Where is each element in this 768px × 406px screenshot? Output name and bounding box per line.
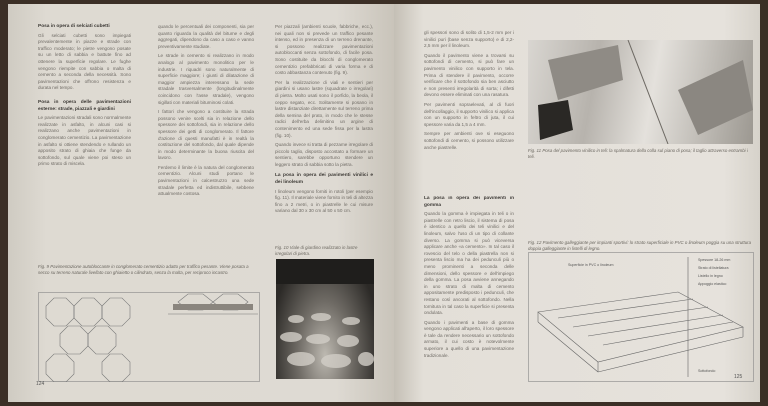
paragraph: Ferdemo il limite è la natura del conglomerato cementizio. Alcuni studi portano le pavimentazioni in calcestruzzo una sede stradale perfetta ed indistruttibile, sebbene attualmente costosa. <box>158 164 254 197</box>
fig9-paving-diagram <box>38 292 260 382</box>
paragraph: Per pavimenti sopraelevati, al di fuori dell'incollaggio, il supporto vinilico si applica con un supporto in feltro di juta, il cui spessore varia da 1,5 a 4 mm. <box>424 101 514 127</box>
right-text-top <box>424 30 514 180</box>
diagram-label: Listello in legno <box>698 274 723 278</box>
diagram-label: Spessore 18-26 mm <box>698 258 731 262</box>
right-page <box>394 4 760 402</box>
left-page <box>8 4 394 402</box>
paragraph: I fattori che vengono a costituire la strada possono venire scelti sia in relazione dello spessore dei sottofondi, sia in relazione dello spessore dei getti di conglomerato. Il fattore d'azione di questi manufatti è in realtà la costituzione del sottofondo, dal quale dipende in modo determinante la buona riuscita del lavoro. <box>158 109 254 161</box>
paragraph: quando le percentuali dei componenti, sia per quanto riguarda la qualità del bitume e degli aggregati, dipendono da caso a caso e vanno preventivamente studiate. <box>158 24 254 49</box>
page-number: 124 <box>36 381 45 387</box>
paragraph: Gli selciati cubetti sono impiegati prevalentemente in piazze e strade con traffico moderato; le pietre vengono posate su un letto di sabbia e battute fino ad ottenere la superficie regolare. Le fughe vengono riempite con sabbia o malta di cemento a seconda della necessità. Sono pavimentazioni che offrono resistenza e durata nel tempo. <box>38 32 131 91</box>
diagram-label: Sottofondo <box>698 369 716 373</box>
paragraph: Sempre per ambienti ove si eseguono sottofondi di cemento, si possono utilizzare anche piastrelle. <box>424 131 514 150</box>
paragraph: Le strade in cemento si realizzano in modo analogo al pavimento monolitico per le industrie. I riquadri sono naturalmente di superficie maggiore; i giunti di dilatazione di maggior ampiezza interessano la sede stradale trasversalmente (longitudinalmente coincidono con l'asse stradale), vengono sigillati con materiali bituminosi colati. <box>158 53 254 105</box>
diagram-label: Appoggio elastico <box>698 282 727 286</box>
paragraph: I linoleum vengono forniti in rotoli (per esempio fig. 11). Il materiale viene fornito in teli di altezza fino a 2 metri, o in piastrelle le cui misure variano dal 30 x 30 cm al 50 x 50 cm. <box>275 188 373 214</box>
left-column-3 <box>275 24 373 229</box>
page-number: 125 <box>734 374 743 380</box>
paragraph: gli spessori sono di solito di 1,5-2 mm per i vinilici puri (base senza supporto) e di 2,2-2,5 mm per il linoleum. <box>424 30 514 49</box>
paragraph: Quando i pavimenti a base di gomma vengono applicati all'aperto, il loro spessore è tale da rendere necessario un sottofondo armato, il cui costo è notevolmente superiore a quello di una pavimentazione tradizionale. <box>424 319 514 358</box>
fig9-caption: Fig. 9 Pavimentazione autobloccante in conglomerato cementizio adatto per traffico pesante. Viene posata a secco su terreno naturale livellato con ghiaietto o cilindrato, senza la malta, per reciproco incastro. <box>38 264 249 275</box>
fig12-caption: Fig. 12 Pavimento galleggiante per impianti sportivi: lo strato superficiale in PVC o linoleum poggia su una struttura doppia galleggiante in listelli di legno. <box>528 240 752 251</box>
heading: Posa in opera delle pavimentazioni esterne: strade, piazzali e giardini <box>38 99 131 112</box>
stone-path-pattern <box>276 259 374 379</box>
fig10-garden-path-photo <box>276 259 374 379</box>
left-column-2 <box>158 24 254 252</box>
hands-tools-shapes <box>528 40 753 144</box>
left-column-1 <box>38 24 131 171</box>
fig10-caption: Fig. 10 Viale di giardino realizzato in lastre irregolari di pietra. <box>275 245 358 256</box>
paragraph: Quando invece si tratta di pezzame irregolare di piccolo taglio, disposto accostato a formare un sentiero, sarebbe opportuno stendere un leggero strato di sabbia sotto la pietra. <box>275 142 373 167</box>
diagram-label: Superficie in PVC o linoleum <box>568 263 614 267</box>
diagram-label: Strato di listellatura <box>698 266 729 270</box>
heading: Posa in opera di selciati cubetti <box>38 24 110 29</box>
paragraph: Per la realizzazione di viali e sentieri per giardini si usano lastre (squadrate o irregolari) di pietra. Molto usati sono il porfido, la beola, il ceppo segato, ecc. Solitamente si posano in lastre distanziate direttamente sul terreno prima della semina del prato, in modo che le stesse radici dell'erba delimitino un argine di contenimento ed una sede fissa per la lastra (fig. 10). <box>275 79 373 138</box>
fig11-vinyl-laying-photo <box>528 40 753 144</box>
right-text-bottom <box>424 196 514 381</box>
fig11-caption: Fig. 11 Posa del pavimento vinilico in teli: la spalmatura della colla sul piano di posa; il taglio attraverso entrambi i teli. <box>528 148 748 159</box>
fig12-floating-floor-diagram <box>528 252 754 382</box>
heading: La posa in opera dei pavimenti in gomma <box>424 196 514 208</box>
heading: La posa in opera dei pavimenti vinilici e dei linoleum <box>275 173 373 186</box>
paragraph: Quando la gomma è impiegata in teli o in piastrelle con retro liscio, il sistema di posa è identico a quello dei teli vinilici e del linoleum, salvo l'uso di un tipo di collante diverso. La gomma si può viceversa applicare anche «a cemento». In tal caso il rovescio del telo o della piastrella non si presenta liscio ma ha dei pedunculi più o meno prominenti a seconda delle dimensioni, dello spessore e dell'impiego della gomma. La posa avviene annegando in uno strato di malta di cemento appositamente predisposto i pedunculi, che restano così ancorati al sottofondo. Nella tornitura in tal caso la superficie si presenta ondulata. <box>424 211 514 316</box>
paragraph: Le pavimentazioni stradali sono normalmente realizzate in asfalto, in alcuni casi si realizzano anche pavimentazioni in conglomerato cementizio. La pavimentazione in asfalto si ottiene stendendo e rullando un apposito strato di ghiaia che funge da sottofondo, sul quale viene poi steso un primo strato di miscela. <box>38 115 131 167</box>
paragraph: Quando il pavimento viene a trovarsi su sottofondi di cemento, si può fare un pavimento vinilico con supporto in tela. Prima di stendere il pavimento, occorre verificare che il sottofondo sia ben asciutto e non presenti irregolarità di sorta; i difetti devono essere eliminati con una rasatura. <box>424 52 514 98</box>
paragraph: Per piazzali (ambienti scuole, fabbriche, ecc.), nei quali non si prevede un traffico pesante intenso, ed in presenza di un terreno drenante, si possono realizzare pavimentazioni autobloccanti senza sottofondo, di facile posa. Sono costituite da blocchi di conglomerato cementizio prefabbricati di varia forma e di costo abbastanza contenuto (fig. 9). <box>275 24 373 76</box>
